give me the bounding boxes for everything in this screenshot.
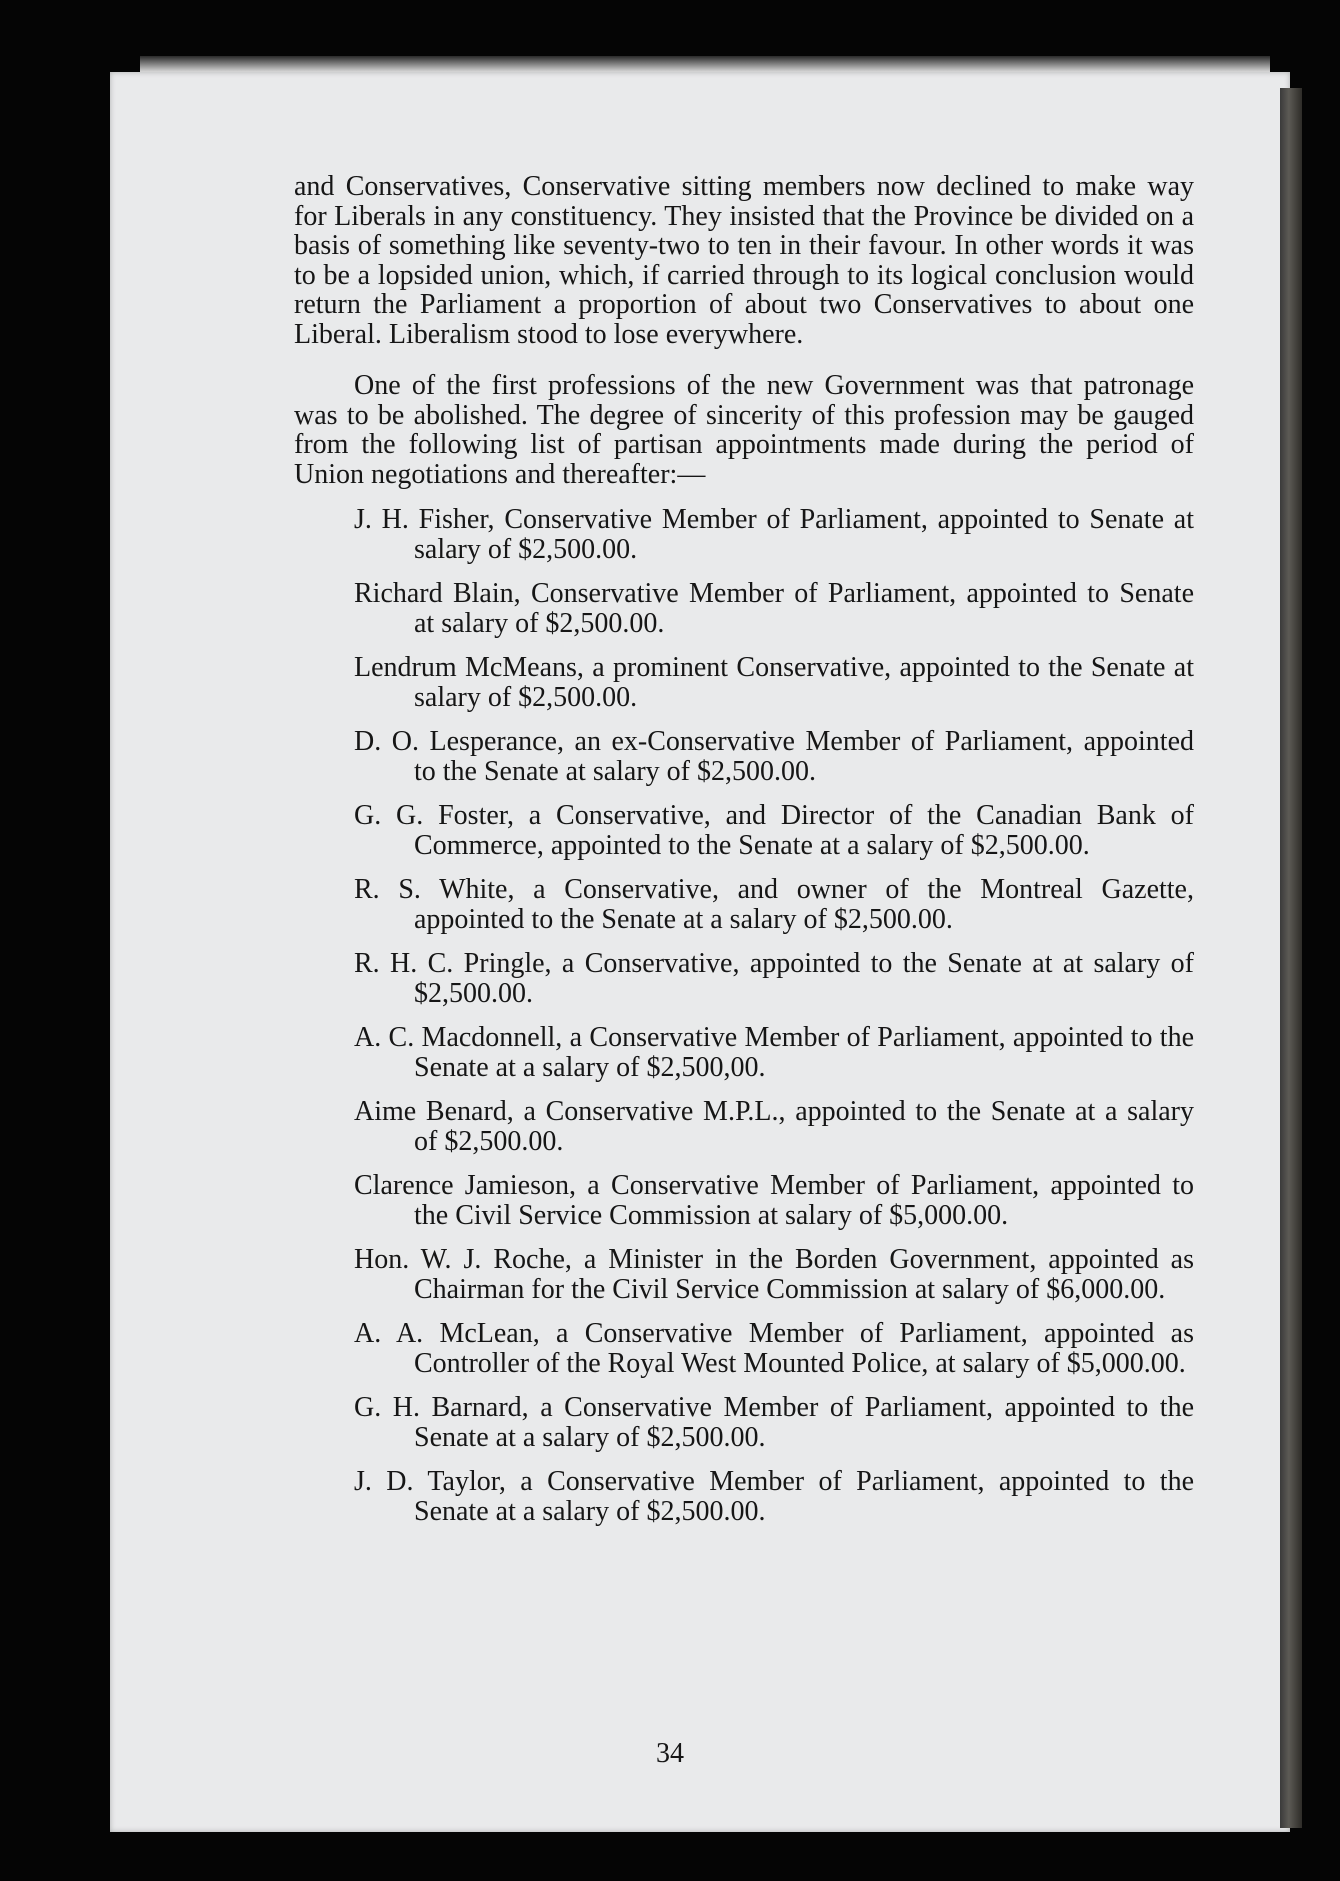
page-text-body: [294, 172, 1194, 1541]
appointments-list: [294, 505, 1194, 1526]
book-binding-edge: [1280, 88, 1302, 1828]
appointment-entry: Lendrum McMeans, a prominent Conservative, appointed to the Senate at salary of $2,500.00.: [354, 652, 1194, 713]
appointment-entry: Clarence Jamieson, a Conservative Member of Parliament, appointed to the Civil Service Commission at salary of $5,000.00.: [354, 1170, 1194, 1231]
appointment-entry: Hon. W. J. Roche, a Minister in the Borden Government, appointed as Chairman for the Civil Service Commission at salary of $6,000.00.: [354, 1244, 1194, 1305]
paragraph-intro: and Conservatives, Conservative sitting members now declined to make way for Liberals in any constituency. They insisted that the Province be divided on a basis of something like seventy-two to ten in their favour. In other words it was to be a lopsided union, which, if carried through to its logical conclusion would return the Parliament a proportion of about two Conservatives to about one Liberal. Liberalism stood to lose everywhere.: [294, 171, 1194, 350]
paragraph-patronage: One of the first professions of the new Government was that patronage was to be abolished. The degree of sincerity of this profession may be gauged from the following list of partisan appointments made during the period of Union negotiations and thereafter:—: [294, 370, 1194, 490]
appointment-entry: G. H. Barnard, a Conservative Member of Parliament, appointed to the Senate at a salary of $2,500.00.: [354, 1392, 1194, 1453]
appointment-entry: D. O. Lesperance, an ex-Conservative Member of Parliament, appointed to the Senate at salary of $2,500.00.: [354, 726, 1194, 787]
page-top-edge: [140, 56, 1270, 72]
appointment-entry: A. A. McLean, a Conservative Member of Parliament, appointed as Controller of the Royal West Mounted Police, at salary of $5,000.00.: [354, 1318, 1194, 1379]
appointment-entry: Richard Blain, Conservative Member of Parliament, appointed to Senate at salary of $2,500.00.: [354, 578, 1194, 639]
appointment-entry: R. H. C. Pringle, a Conservative, appointed to the Senate at at salary of $2,500.00.: [354, 948, 1194, 1009]
page-number: 34: [656, 1738, 684, 1769]
appointment-entry: J. H. Fisher, Conservative Member of Parliament, appointed to Senate at salary of $2,500.00.: [354, 504, 1194, 565]
appointment-entry: Aime Benard, a Conservative M.P.L., appointed to the Senate at a salary of $2,500.00.: [354, 1096, 1194, 1157]
appointment-entry: G. G. Foster, a Conservative, and Director of the Canadian Bank of Commerce, appointed to the Senate at a salary of $2,500.00.: [354, 800, 1194, 861]
appointment-entry: A. C. Macdonnell, a Conservative Member of Parliament, appointed to the Senate at a salary of $2,500,00.: [354, 1022, 1194, 1083]
appointment-entry: J. D. Taylor, a Conservative Member of Parliament, appointed to the Senate at a salary of $2,500.00.: [354, 1466, 1194, 1527]
appointment-entry: R. S. White, a Conservative, and owner of the Montreal Gazette, appointed to the Senate at a salary of $2,500.00.: [354, 874, 1194, 935]
